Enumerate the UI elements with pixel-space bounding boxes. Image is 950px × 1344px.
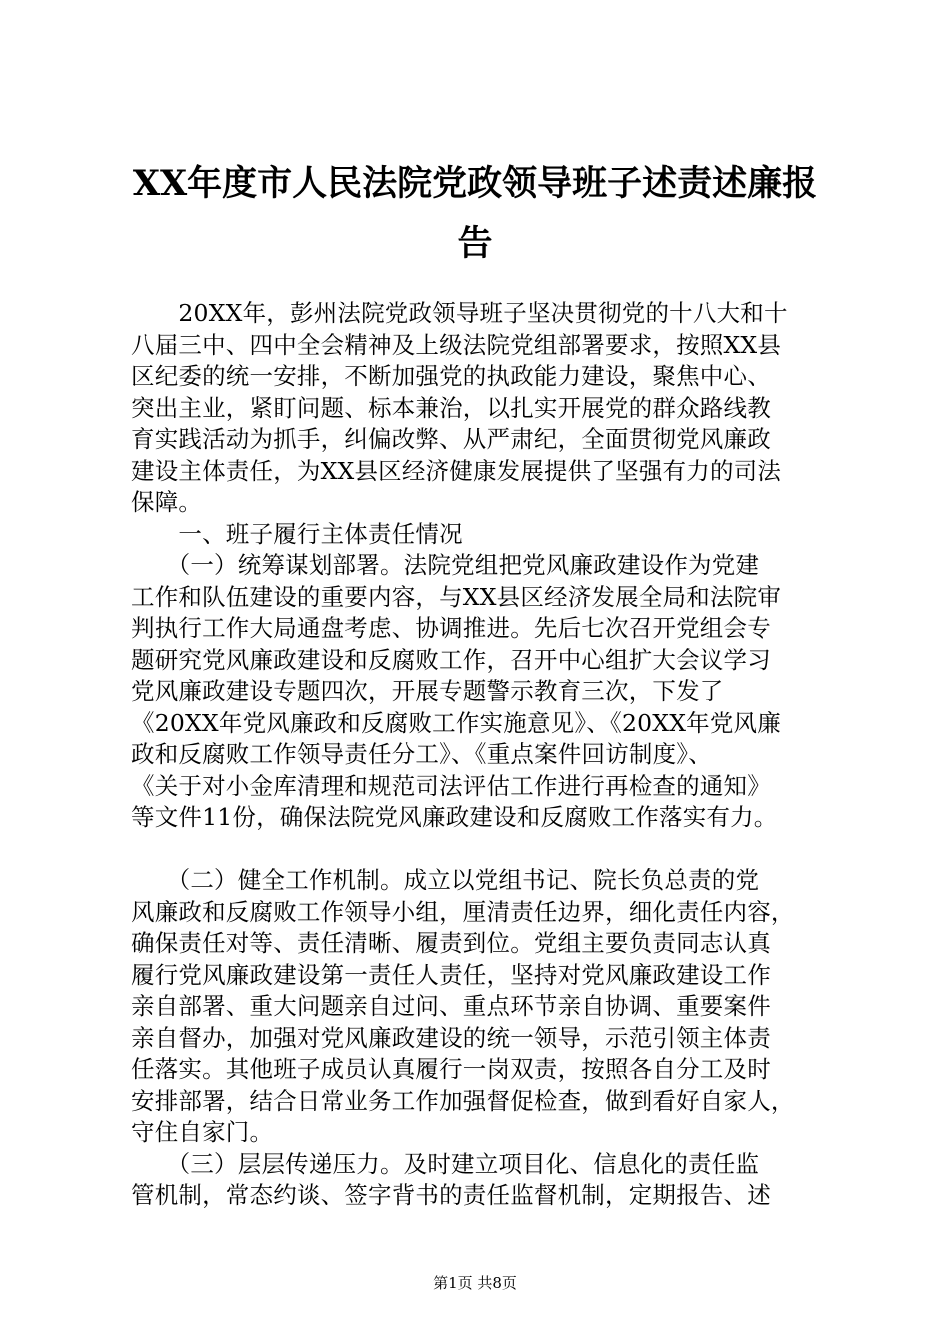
body-line: 20XX年，彭州法院党政领导班子坚决贯彻党的十八大和十: [131, 299, 788, 327]
body-line: 管机制，常态约谈、签字背书的责任监督机制，定期报告、述: [131, 1181, 771, 1209]
body-line: 等文件11份，确保法院党风廉政建设和反腐败工作落实有力。: [131, 803, 778, 831]
body-line: 突出主业，紧盯问题、标本兼治，以扎实开展党的群众路线教: [131, 393, 771, 422]
body-line: 风廉政和反腐败工作领导小组，厘清责任边界，细化责任内容，: [131, 897, 795, 926]
body-line: 区纪委的统一安排，不断加强党的执政能力建设，聚焦中心、: [131, 362, 771, 390]
document-title-line-1: XX年度市人民法院党政领导班子述责述廉报: [132, 163, 818, 204]
body-line: 《关于对小金库清理和规范司法评估工作进行再检查的通知》: [131, 771, 771, 800]
body-line: 工作和队伍建设的重要内容，与XX县区经济发展全局和法院审: [131, 582, 782, 611]
body-line: 党风廉政建设专题四次，开展专题警示教育三次，下发了: [131, 677, 724, 705]
body-line: 判执行工作大局通盘考虑、协调推进。先后七次召开党组会专: [131, 614, 771, 642]
body-line: 育实践活动为抓手，纠偏改弊、从严肃纪，全面贯彻党风廉政: [131, 425, 771, 453]
document-body: [131, 298, 837, 1212]
document-title-line-2: 告: [457, 223, 493, 264]
section-heading: 一、班子履行主体责任情况: [131, 519, 463, 548]
body-line: 亲自督办，加强对党风廉政建设的统一领导，示范引领主体责: [131, 1023, 771, 1052]
page-number-footer: 第1页 共8页: [433, 1274, 517, 1292]
body-line: 政和反腐败工作领导责任分工》、《重点案件回访制度》、: [131, 740, 712, 768]
body-line: 守住自家门。: [131, 1118, 274, 1146]
body-line: （二）健全工作机制。成立以党组书记、院长负总责的党: [131, 866, 760, 894]
body-line: 亲自部署、重大问题亲自过问、重点环节亲自协调、重要案件: [131, 992, 771, 1020]
body-line: 八届三中、四中全会精神及上级法院党组部署要求，按照XX县: [131, 330, 782, 359]
body-line: 任落实。其他班子成员认真履行一岗双责，按照各自分工及时: [131, 1055, 771, 1083]
body-line: 题研究党风廉政建设和反腐败工作，召开中心组扩大会议学习: [131, 645, 771, 674]
blank-line: [131, 834, 837, 866]
body-line: 保障。: [131, 488, 203, 516]
body-line: （三）层层传递压力。及时建立项目化、信息化的责任监: [131, 1149, 760, 1178]
body-line: 建设主体责任，为XX县区经济健康发展提供了坚强有力的司法: [131, 456, 782, 485]
body-line: 安排部署，结合日常业务工作加强督促检查，做到看好自家人，: [131, 1086, 795, 1115]
body-line: 确保责任对等、责任清晰、履责到位。党组主要负责同志认真: [131, 929, 771, 957]
body-line: （一）统筹谋划部署。法院党组把党风廉政建设作为党建: [131, 551, 760, 579]
body-line: 《20XX年党风廉政和反腐败工作实施意见》、《20XX年党风廉: [131, 708, 781, 737]
body-line: 履行党风廉政建设第一责任人责任，坚持对党风廉政建设工作: [131, 960, 771, 989]
